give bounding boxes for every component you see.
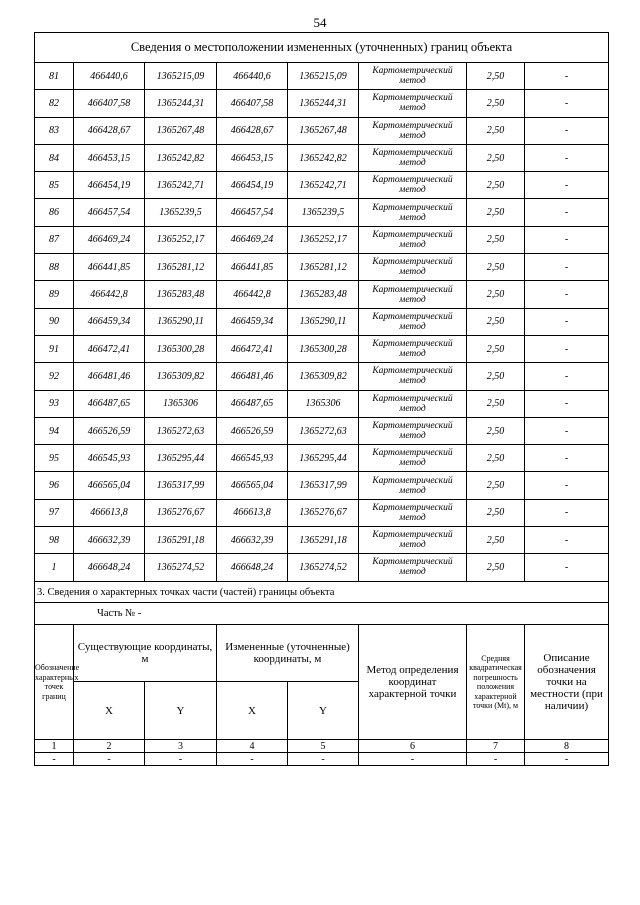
- cell-point-number: 98: [35, 527, 74, 554]
- header-existing-y: Y: [145, 682, 217, 740]
- cell-existing-x: 466648,24: [74, 554, 145, 581]
- cell-existing-x: 466453,15: [74, 144, 145, 171]
- cell-point-number: 81: [35, 63, 74, 90]
- cell-changed-y: 1365252,17: [288, 226, 359, 253]
- cell-changed-y: 1365306: [288, 390, 359, 417]
- table-row: [35, 226, 609, 253]
- cell-point-number: 84: [35, 144, 74, 171]
- cell-method: Картометрический метод: [359, 390, 467, 417]
- col-number: 8: [525, 740, 609, 753]
- cell-description: -: [525, 226, 609, 253]
- header-method: Метод определения координат характерной точки: [359, 625, 467, 740]
- cell-method: Картометрический метод: [359, 554, 467, 581]
- cell-method: Картометрический метод: [359, 172, 467, 199]
- cell-changed-x: 466481,46: [217, 363, 288, 390]
- cell-method: Картометрический метод: [359, 117, 467, 144]
- cell-description: -: [525, 308, 609, 335]
- cell-point-number: 93: [35, 390, 74, 417]
- cell-existing-y: 1365281,12: [145, 254, 217, 281]
- cell-point-number: 1: [35, 554, 74, 581]
- cell-existing-x: 466565,04: [74, 472, 145, 499]
- cell-point-number: 96: [35, 472, 74, 499]
- cell-accuracy: 2,50: [467, 199, 525, 226]
- cell-changed-x: 466454,19: [217, 172, 288, 199]
- cell-existing-y: 1365244,31: [145, 90, 217, 117]
- cell-accuracy: 2,50: [467, 527, 525, 554]
- cell-existing-x: 466440,6: [74, 63, 145, 90]
- cell-existing-y: 1365295,44: [145, 445, 217, 472]
- boundary-points-table: [34, 32, 609, 582]
- cell-existing-x: 466459,34: [74, 308, 145, 335]
- table-row: [35, 308, 609, 335]
- cell-changed-x: 466632,39: [217, 527, 288, 554]
- section-title: Сведения о местоположении измененных (уточненных) границ объекта: [35, 33, 609, 63]
- cell-method: Картометрический метод: [359, 63, 467, 90]
- cell-changed-y: 1365317,99: [288, 472, 359, 499]
- table-row: [35, 281, 609, 308]
- cell-existing-y: 1365252,17: [145, 226, 217, 253]
- cell-accuracy: 2,50: [467, 254, 525, 281]
- table-row: [35, 390, 609, 417]
- cell-accuracy: 2,50: [467, 90, 525, 117]
- empty-cell: -: [467, 753, 525, 766]
- header-existing-x: X: [74, 682, 145, 740]
- cell-point-number: 85: [35, 172, 74, 199]
- cell-method: Картометрический метод: [359, 472, 467, 499]
- cell-description: -: [525, 472, 609, 499]
- cell-changed-x: 466648,24: [217, 554, 288, 581]
- cell-description: -: [525, 172, 609, 199]
- cell-changed-x: 466526,59: [217, 417, 288, 444]
- cell-changed-x: 466407,58: [217, 90, 288, 117]
- table-row: [35, 199, 609, 226]
- header-changed-x: X: [217, 682, 288, 740]
- cell-existing-y: 1365267,48: [145, 117, 217, 144]
- cell-existing-y: 1365306: [145, 390, 217, 417]
- cell-existing-y: 1365274,52: [145, 554, 217, 581]
- section-3-title: 3. Сведения о характерных точках части (частей) границы объекта: [35, 582, 609, 603]
- cell-accuracy: 2,50: [467, 172, 525, 199]
- cell-point-number: 88: [35, 254, 74, 281]
- cell-existing-y: 1365283,48: [145, 281, 217, 308]
- cell-existing-y: 1365300,28: [145, 335, 217, 362]
- header-changed-y: Y: [288, 682, 359, 740]
- cell-point-number: 90: [35, 308, 74, 335]
- cell-changed-x: 466457,54: [217, 199, 288, 226]
- cell-changed-y: 1365291,18: [288, 527, 359, 554]
- cell-description: -: [525, 445, 609, 472]
- empty-cell: -: [35, 753, 74, 766]
- cell-method: Картометрический метод: [359, 363, 467, 390]
- cell-existing-x: 466487,65: [74, 390, 145, 417]
- cell-changed-y: 1365244,31: [288, 90, 359, 117]
- cell-changed-y: 1365242,82: [288, 144, 359, 171]
- cell-existing-y: 1365290,11: [145, 308, 217, 335]
- cell-changed-y: 1365274,52: [288, 554, 359, 581]
- col-number: 3: [145, 740, 217, 753]
- cell-accuracy: 2,50: [467, 554, 525, 581]
- cell-existing-x: 466441,85: [74, 254, 145, 281]
- cell-method: Картометрический метод: [359, 335, 467, 362]
- empty-cell: -: [145, 753, 217, 766]
- cell-method: Картометрический метод: [359, 445, 467, 472]
- cell-accuracy: 2,50: [467, 335, 525, 362]
- cell-accuracy: 2,50: [467, 472, 525, 499]
- cell-existing-y: 1365309,82: [145, 363, 217, 390]
- cell-description: -: [525, 90, 609, 117]
- cell-method: Картометрический метод: [359, 527, 467, 554]
- cell-existing-x: 466469,24: [74, 226, 145, 253]
- cell-changed-y: 1365290,11: [288, 308, 359, 335]
- header-existing-coords: Существующие координаты, м: [74, 625, 217, 682]
- cell-changed-y: 1365272,63: [288, 417, 359, 444]
- col-number: 2: [74, 740, 145, 753]
- cell-existing-x: 466428,67: [74, 117, 145, 144]
- cell-changed-y: 1365281,12: [288, 254, 359, 281]
- cell-point-number: 92: [35, 363, 74, 390]
- table-row: [35, 445, 609, 472]
- cell-existing-y: 1365272,63: [145, 417, 217, 444]
- empty-cell: -: [288, 753, 359, 766]
- cell-point-number: 89: [35, 281, 74, 308]
- table-row: [35, 527, 609, 554]
- cell-changed-x: 466565,04: [217, 472, 288, 499]
- cell-description: -: [525, 281, 609, 308]
- cell-accuracy: 2,50: [467, 63, 525, 90]
- cell-changed-x: 466459,34: [217, 308, 288, 335]
- cell-point-number: 82: [35, 90, 74, 117]
- cell-existing-y: 1365276,67: [145, 499, 217, 526]
- cell-point-number: 87: [35, 226, 74, 253]
- cell-description: -: [525, 390, 609, 417]
- cell-accuracy: 2,50: [467, 417, 525, 444]
- cell-point-number: 95: [35, 445, 74, 472]
- cell-existing-x: 466632,39: [74, 527, 145, 554]
- col-number: 7: [467, 740, 525, 753]
- cell-method: Картометрический метод: [359, 499, 467, 526]
- cell-changed-y: 1365242,71: [288, 172, 359, 199]
- empty-cell: -: [525, 753, 609, 766]
- cell-description: -: [525, 199, 609, 226]
- cell-description: -: [525, 254, 609, 281]
- header-accuracy: Средняя квадратическая погрешность положения характерной точки (Mt), м: [467, 625, 525, 740]
- cell-existing-x: 466442,8: [74, 281, 145, 308]
- cell-accuracy: 2,50: [467, 308, 525, 335]
- cell-existing-x: 466407,58: [74, 90, 145, 117]
- empty-cell: -: [359, 753, 467, 766]
- col-number: 1: [35, 740, 74, 753]
- cell-existing-y: 1365291,18: [145, 527, 217, 554]
- cell-changed-x: 466440,6: [217, 63, 288, 90]
- table-row: [35, 63, 609, 90]
- col-number: 4: [217, 740, 288, 753]
- cell-description: -: [525, 335, 609, 362]
- cell-accuracy: 2,50: [467, 363, 525, 390]
- cell-accuracy: 2,50: [467, 499, 525, 526]
- table-row: [35, 335, 609, 362]
- header-description: Описание обозначения точки на местности (при наличии): [525, 625, 609, 740]
- part-points-table: [34, 581, 609, 766]
- cell-existing-x: 466457,54: [74, 199, 145, 226]
- cell-method: Картометрический метод: [359, 144, 467, 171]
- cell-method: Картометрический метод: [359, 281, 467, 308]
- cell-accuracy: 2,50: [467, 226, 525, 253]
- header-changed-coords: Измененные (уточненные) координаты, м: [217, 625, 359, 682]
- table-row: [35, 117, 609, 144]
- cell-existing-y: 1365242,71: [145, 172, 217, 199]
- table-row: [35, 144, 609, 171]
- cell-existing-y: 1365215,09: [145, 63, 217, 90]
- cell-method: Картометрический метод: [359, 308, 467, 335]
- cell-method: Картометрический метод: [359, 417, 467, 444]
- cell-description: -: [525, 417, 609, 444]
- cell-existing-y: 1365242,82: [145, 144, 217, 171]
- table-row: [35, 172, 609, 199]
- cell-point-number: 94: [35, 417, 74, 444]
- cell-existing-y: 1365317,99: [145, 472, 217, 499]
- col-number: 6: [359, 740, 467, 753]
- cell-changed-x: 466441,85: [217, 254, 288, 281]
- table-row: [35, 472, 609, 499]
- cell-accuracy: 2,50: [467, 281, 525, 308]
- cell-existing-y: 1365239,5: [145, 199, 217, 226]
- cell-accuracy: 2,50: [467, 445, 525, 472]
- cell-description: -: [525, 554, 609, 581]
- table-row: [35, 417, 609, 444]
- cell-existing-x: 466481,46: [74, 363, 145, 390]
- cell-existing-x: 466613,8: [74, 499, 145, 526]
- cell-changed-x: 466487,65: [217, 390, 288, 417]
- col-number: 5: [288, 740, 359, 753]
- cell-changed-y: 1365295,44: [288, 445, 359, 472]
- cell-point-number: 97: [35, 499, 74, 526]
- cell-point-number: 86: [35, 199, 74, 226]
- empty-cell: -: [217, 753, 288, 766]
- cell-description: -: [525, 363, 609, 390]
- table-row: [35, 499, 609, 526]
- cell-point-number: 83: [35, 117, 74, 144]
- header-designation: Обозначение характерных точек границ: [35, 625, 74, 740]
- cell-accuracy: 2,50: [467, 144, 525, 171]
- cell-changed-y: 1365215,09: [288, 63, 359, 90]
- cell-changed-x: 466613,8: [217, 499, 288, 526]
- cell-description: -: [525, 144, 609, 171]
- cell-changed-y: 1365300,28: [288, 335, 359, 362]
- cell-accuracy: 2,50: [467, 117, 525, 144]
- table-row: [35, 363, 609, 390]
- cell-existing-x: 466526,59: [74, 417, 145, 444]
- cell-existing-x: 466454,19: [74, 172, 145, 199]
- cell-description: -: [525, 63, 609, 90]
- cell-changed-y: 1365309,82: [288, 363, 359, 390]
- cell-changed-y: 1365276,67: [288, 499, 359, 526]
- cell-method: Картометрический метод: [359, 254, 467, 281]
- cell-changed-x: 466469,24: [217, 226, 288, 253]
- cell-point-number: 91: [35, 335, 74, 362]
- table-row: [35, 554, 609, 581]
- cell-accuracy: 2,50: [467, 390, 525, 417]
- cell-changed-y: 1365267,48: [288, 117, 359, 144]
- cell-changed-x: 466428,67: [217, 117, 288, 144]
- cell-changed-y: 1365283,48: [288, 281, 359, 308]
- cell-changed-x: 466453,15: [217, 144, 288, 171]
- cell-changed-x: 466472,41: [217, 335, 288, 362]
- page-number: 54: [313, 15, 327, 30]
- cell-changed-x: 466545,93: [217, 445, 288, 472]
- cell-description: -: [525, 117, 609, 144]
- cell-existing-x: 466545,93: [74, 445, 145, 472]
- cell-method: Картометрический метод: [359, 90, 467, 117]
- cell-description: -: [525, 527, 609, 554]
- table-row: [35, 90, 609, 117]
- cell-method: Картометрический метод: [359, 226, 467, 253]
- cell-method: Картометрический метод: [359, 199, 467, 226]
- cell-changed-x: 466442,8: [217, 281, 288, 308]
- empty-cell: -: [74, 753, 145, 766]
- cell-existing-x: 466472,41: [74, 335, 145, 362]
- cell-changed-y: 1365239,5: [288, 199, 359, 226]
- table-row: [35, 254, 609, 281]
- part-number-label: Часть № -: [35, 603, 609, 625]
- cell-description: -: [525, 499, 609, 526]
